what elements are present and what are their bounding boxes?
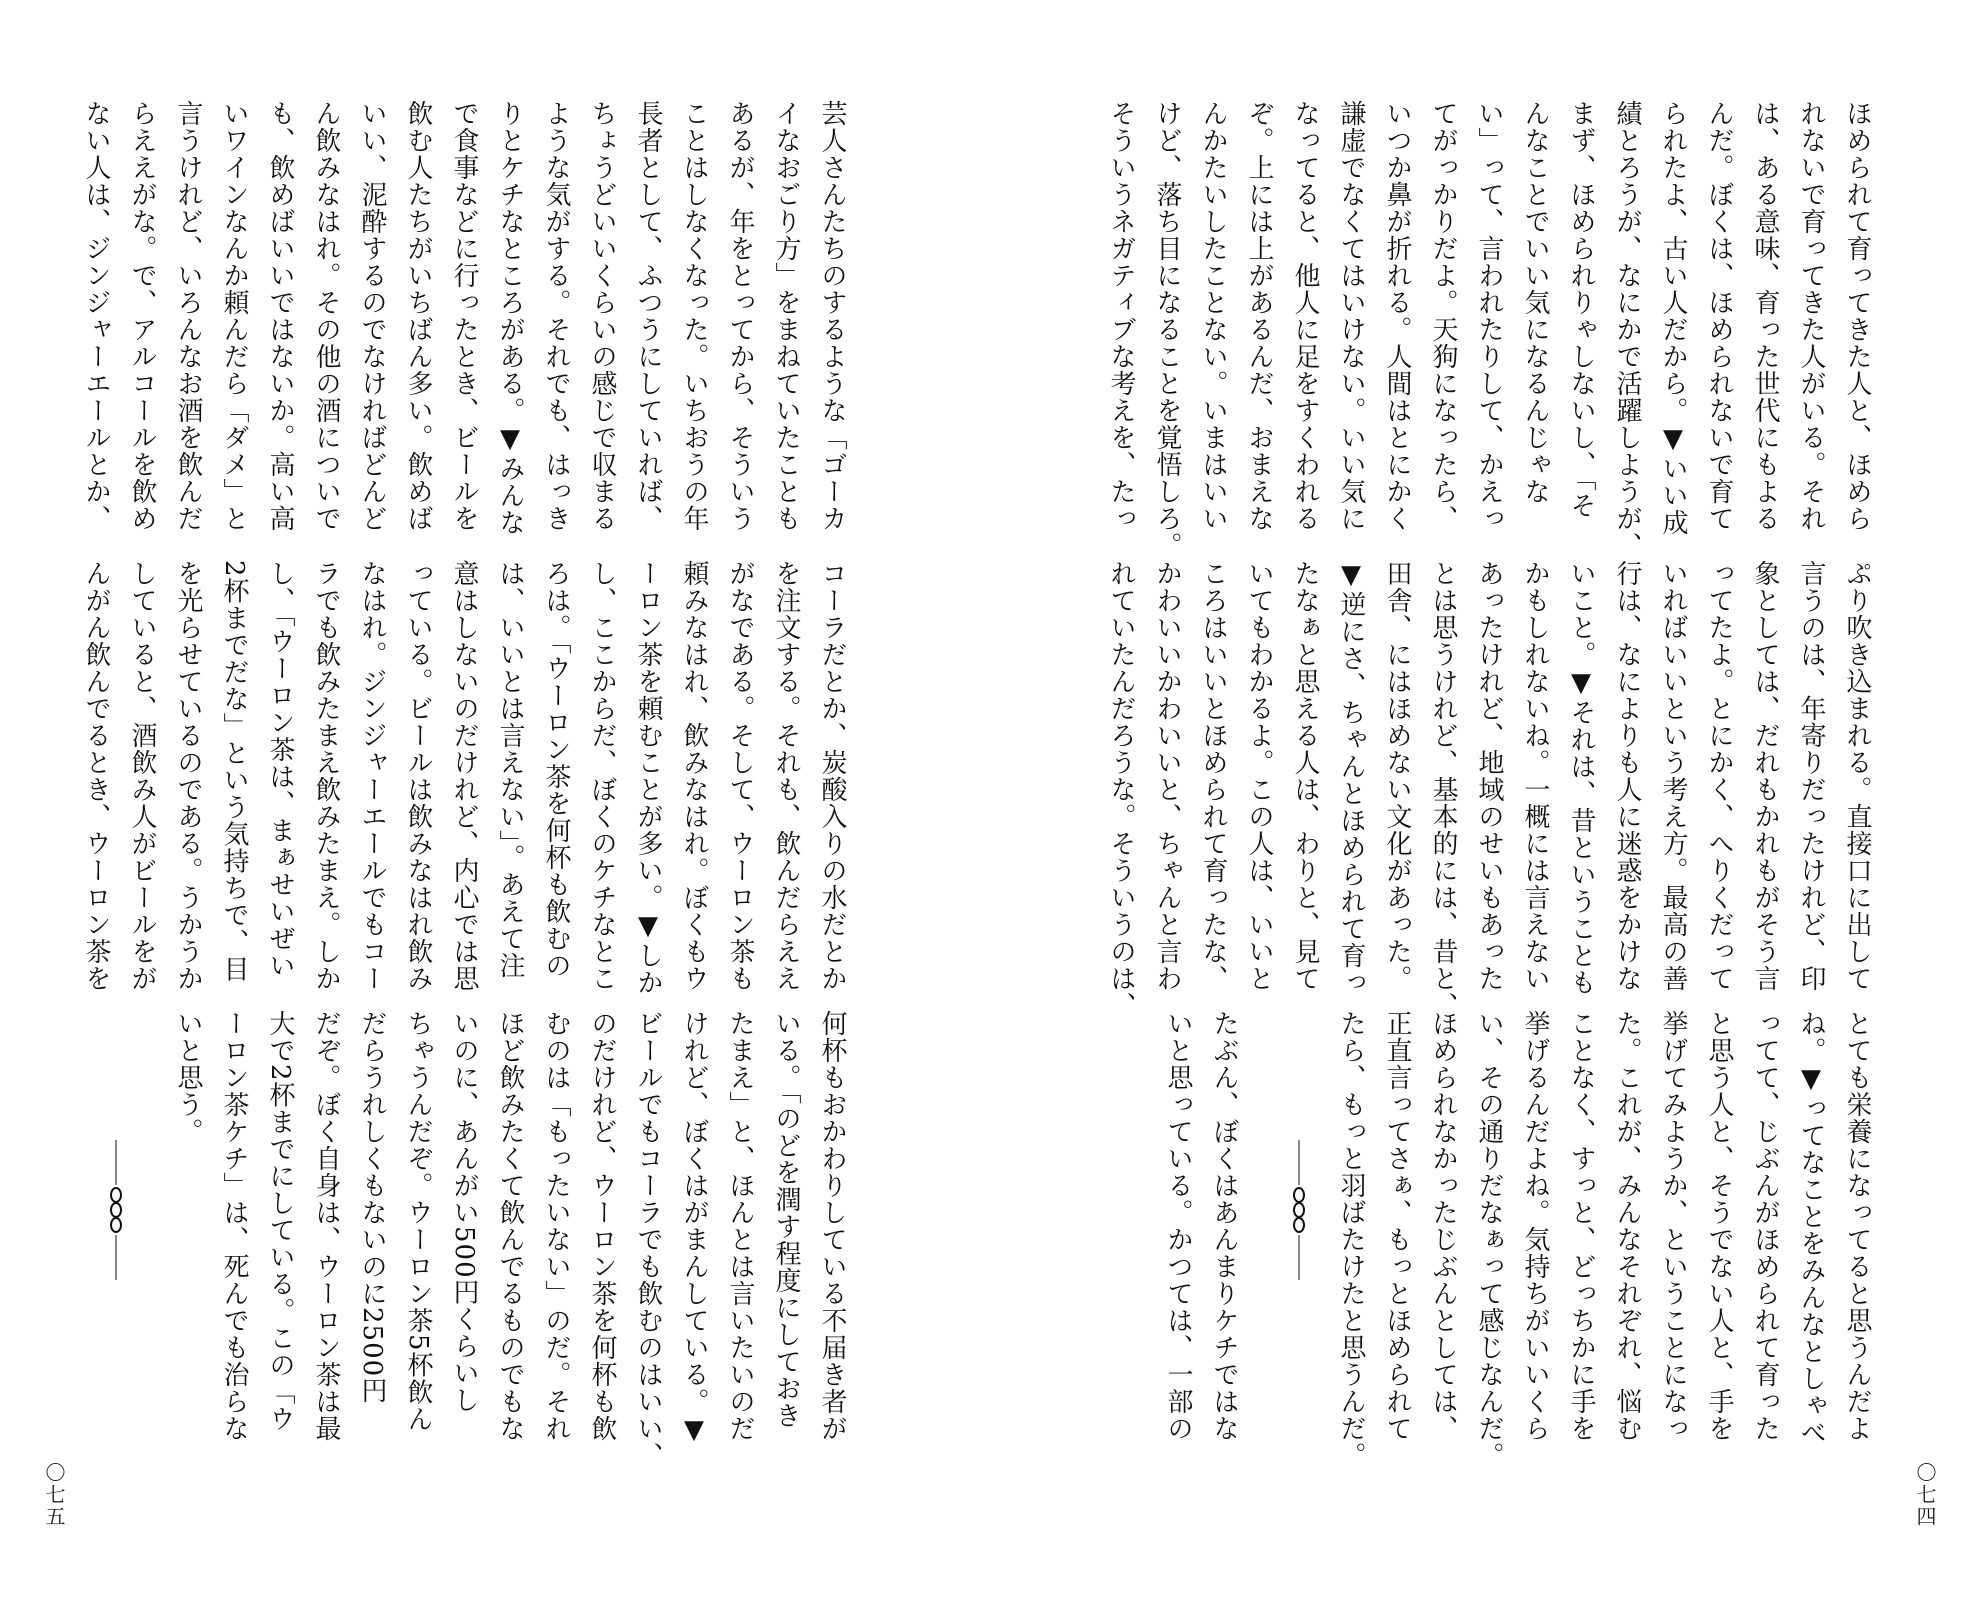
right-continuation-text-block: [1155, 1010, 1247, 1442]
text-line: ぷり吹き込まれる。直接口に出して: [1842, 560, 1872, 992]
text-line: らええがな。で、アルコールを飲め: [127, 100, 157, 532]
text-line: いつか鼻が折れる。人間はとにかく: [1382, 100, 1412, 532]
text-line: とは思うけれど、基本的には、昔と、: [1428, 560, 1458, 1019]
text-line: ほめられて育ってきた人と、ほめら: [1842, 100, 1872, 532]
page-number: 〇七四: [1913, 1462, 1937, 1528]
text-line: ことはしなくなった。いちおうの年: [679, 100, 709, 532]
text-line: 言うのは、年寄りだったけれど、印: [1796, 560, 1826, 992]
text-line: 芸人さんたちのするような「ゴーカ: [817, 100, 847, 532]
text-line: 行は、なによりも人に迷惑をかけな: [1612, 560, 1642, 992]
text-line: 象としては、だれもかれもがそう言: [1750, 560, 1780, 992]
text-line: たまえ」と、ほんとは言いたいのだ: [725, 1010, 755, 1442]
left-bottom-text-block: [165, 1010, 855, 1469]
text-line: むのは「もったいない」のだ。それ: [541, 1010, 571, 1442]
text-line: れないで育ってきた人がいる。それ: [1796, 100, 1826, 532]
text-line: あったけれど、地域のせいもあった: [1474, 560, 1504, 992]
right-middle-text-block: [1098, 560, 1880, 1019]
text-line: し、ここからだ、ぼくのケチなとこ: [587, 560, 617, 992]
text-line: かわいいかわいいと、ちゃんと言わ: [1152, 560, 1182, 992]
text-line: いワインなんか頼んだら「ダメ」と: [219, 100, 249, 532]
text-line: だらうれしくもないのに2500円: [357, 1010, 387, 1405]
text-line: 何杯もおかわりしている不届き者が: [817, 1010, 847, 1442]
text-line: コーラだとか、炭酸入りの水だとか: [817, 560, 847, 992]
text-line: ころはいいとほめられて育ったな、: [1198, 560, 1228, 992]
text-line: いと思っている。かつては、一部の: [1163, 1010, 1193, 1442]
text-line: 頼みなはれ、飲みなはれ。ぼくもウ: [679, 560, 709, 992]
section-ornament: [1287, 1140, 1311, 1280]
left-top-text-block: [73, 100, 855, 536]
text-line: たぶん、ぼくはあんまりケチではな: [1209, 1010, 1239, 1442]
text-line: れていたんだろうな。そういうのは、: [1106, 560, 1136, 1019]
text-line: いる。「のどを潤す程度にしておき: [771, 1010, 801, 1429]
text-line: 績とろうが、なにかで活躍しようが、: [1612, 100, 1642, 559]
right-top-text-block: [1098, 100, 1880, 559]
text-line: ろは。「ウーロン茶を何杯も飲むの: [541, 560, 571, 979]
text-line: イなおごり方」をまねていたことも: [771, 100, 801, 532]
text-line: ない人は、ジンジャーエールとか、: [81, 100, 111, 532]
text-line: のだけれど、ウーロン茶を何杯も飲: [587, 1010, 617, 1442]
text-line: ほど飲みたくて飲んでるものでもな: [495, 1010, 525, 1442]
text-line: っている。ビールは飲みなはれ飲み: [403, 560, 433, 992]
text-line: ことなく、すっと、どっちかに手を: [1566, 1010, 1596, 1442]
text-line: を注文する。それも、飲んだらええ: [771, 560, 801, 992]
text-line: あるが、年をとってから、そういう: [725, 100, 755, 532]
text-line: ような気がする。それでも、はっき: [541, 100, 571, 532]
text-line: んなことでいい気になるんじゃな: [1520, 100, 1550, 505]
text-line: し、「ウーロン茶は、まぁせいぜい: [265, 560, 295, 979]
text-line: いい、泥酔するのでなければどんど: [357, 100, 387, 532]
text-line: たら、もっと羽ばたけたと思うんだ。: [1336, 1010, 1366, 1469]
text-line: も、飲めばいいではないか。高い高: [265, 100, 295, 532]
text-line: たなぁと思える人は、わりと、見て: [1290, 560, 1320, 992]
text-line: 謙虚でなくてはいけない。いい気に: [1336, 100, 1366, 532]
text-line: ね。▼ってなことをみんなとしゃべ: [1796, 1010, 1826, 1446]
text-line: いればいいという考え方。最高の善: [1658, 560, 1688, 992]
text-line: んかたいしたことない。いまはいい: [1198, 100, 1228, 532]
text-line: 飲む人たちがいちばん多い。飲めば: [403, 100, 433, 532]
text-line: がなである。そして、ウーロン茶も: [725, 560, 755, 992]
text-line: いと思う。: [173, 1010, 203, 1145]
text-line: ってたよ。とにかく、へりくだって: [1704, 560, 1734, 992]
text-line: 長者として、ふつうにしていれば、: [633, 100, 663, 532]
text-line: と思う人と、そうでない人と、手を: [1704, 1010, 1734, 1442]
text-line: いこと。▼それは、昔ということも: [1566, 560, 1596, 996]
right-bottom-text-block: [1328, 1010, 1880, 1469]
right-page: [990, 0, 1980, 1620]
text-line: いてもわかるよ。この人は、いいと: [1244, 560, 1274, 992]
text-line: ーロン茶を頼むことが多い。▼しか: [633, 560, 663, 996]
text-line: んがん飲んでるとき、ウーロン茶を: [81, 560, 111, 992]
text-line: していると、酒飲み人がビールをが: [127, 560, 157, 992]
text-line: い」って、言われたりして、かえっ: [1474, 100, 1504, 532]
text-line: ちゃうんだぞ。ウーロン茶5杯飲ん: [403, 1010, 433, 1433]
text-line: だぞ。ぼく自身は、ウーロン茶は最: [311, 1010, 341, 1442]
text-line: てがっかりだよ。天狗になったら、: [1428, 100, 1458, 532]
text-line: なはれ。ジンジャーエールでもコー: [357, 560, 387, 992]
text-line: ビールでもコーラでも飲むのはいい、: [633, 1010, 663, 1469]
text-line: ん飲みなはれ。その他の酒についで: [311, 100, 341, 532]
text-line: 挙げるんだよね。気持ちがいいくら: [1520, 1010, 1550, 1442]
text-line: 田舎、にはほめない文化があった。: [1382, 560, 1412, 992]
text-line: かもしれないね。一概には言えない: [1520, 560, 1550, 992]
text-line: ほめられなかったじぶんとしては、: [1428, 1010, 1458, 1442]
text-line: た。これが、みんなそれぞれ、悩む: [1612, 1010, 1642, 1442]
text-line: られたよ、古い人だから。▼いい成: [1658, 100, 1688, 536]
text-line: 挙げてみようか、ということになっ: [1658, 1010, 1688, 1442]
text-line: ーロン茶ケチ」は、死んでも治らな: [219, 1010, 249, 1442]
text-line: けれど、ぼくはがまんしている。▼: [679, 1010, 709, 1446]
page-number: 〇七五: [42, 1462, 66, 1528]
text-line: ぞ。上には上があるんだ、おまえな: [1244, 100, 1274, 532]
text-line: い、その通りだなぁって感じなんだ。: [1474, 1010, 1504, 1469]
text-line: ってて、じぶんがほめられて育った: [1750, 1010, 1780, 1442]
text-line: 大で2杯までにしている。この「ウ: [265, 1010, 295, 1433]
text-line: を光らせているのである。うかうか: [173, 560, 203, 992]
text-line: 正直言ってさぁ、もっとほめられて: [1382, 1010, 1412, 1442]
text-line: 言うけれど、いろんなお酒を飲んだ: [173, 100, 203, 532]
text-line: とても栄養になってると思うんだよ: [1842, 1010, 1872, 1442]
text-line: で食事などに行ったとき、ビールを: [449, 100, 479, 532]
text-line: ちょうどいいくらいの感じで収まる: [587, 100, 617, 532]
left-middle-text-block: [73, 560, 855, 996]
text-line: 意はしないのだけれど、内心では思: [449, 560, 479, 992]
text-line: まず、ほめられりゃしないし、「そ: [1566, 100, 1596, 519]
text-line: いのに、あんがい500円くらいし: [449, 1010, 479, 1414]
text-line: ▼逆にさ、ちゃんとほめられて育っ: [1336, 560, 1366, 996]
text-line: りとケチなところがある。▼みんな: [495, 100, 525, 536]
text-line: けど、落ち目になることを覚悟しろ。: [1152, 100, 1182, 559]
text-line: ラでも飲みたまえ飲みたまえ。しか: [311, 560, 341, 992]
text-line: んだ。ぼくは、ほめられないで育て: [1704, 100, 1734, 532]
text-line: そういうネガティブな考えを、たっ: [1106, 100, 1136, 532]
text-line: は、いいとは言えない」。あえて注: [495, 560, 525, 979]
section-ornament: [104, 1140, 128, 1280]
text-line: 2杯までだな」という気持ちで、目: [219, 560, 249, 983]
text-line: は、ある意味、育った世代にもよる: [1750, 100, 1780, 532]
text-line: なってると、他人に足をすくわれる: [1290, 100, 1320, 532]
